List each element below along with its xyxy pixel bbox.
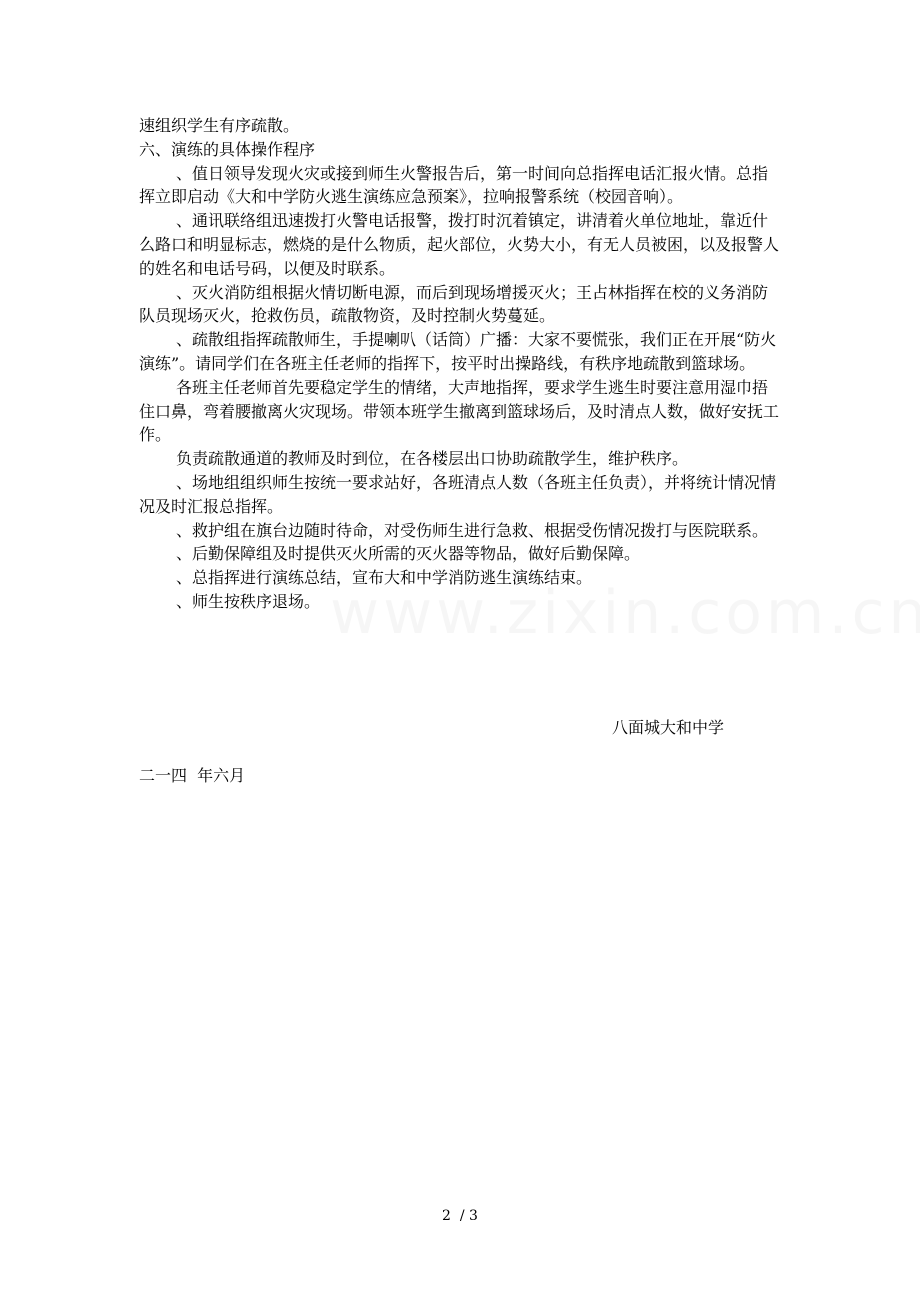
signature: 八面城大和中学 [612, 718, 725, 737]
document-date: 二一四 年六月 [139, 766, 246, 785]
paragraph-11: 、总指挥进行演练总结，宣布大和中学消防逃生演练结束。 [176, 568, 593, 588]
paragraph-9: 、救护组在旗台边随时待命，对受伤师生进行急救、根据受伤情况拨打与医院联系。 [176, 520, 769, 540]
page-number: 2 / 3 [442, 1208, 478, 1224]
paragraph-2: 、值日领导发现火灾或接到师生火警报告后，第一时间向总指挥电话汇报火情。总指挥立即启动《大和中学防火逃生演练应急预案》，拉响报警系统（校园音响）。 [139, 163, 769, 207]
paragraph-8: 、场地组组织师生按统一要求站好，各班清点人数（各班主任负责），并将统计情况情况及时汇报总指挥。 [139, 472, 777, 516]
section-heading: 六、演练的具体操作程序 [139, 139, 316, 159]
paragraph-12: 、师生按秩序退场。 [176, 591, 321, 611]
paragraph-0: 速组织学生有序疏散。 [139, 116, 300, 135]
paragraph-4: 、灭火消防组根据火情切断电源，而后到现场增援灭火；王占林指挥在校的义务消防队员现场灭火，抢救伤员，疏散物资，及时控制火势蔓延。 [139, 282, 769, 326]
paragraph-10: 、后勤保障组及时提供灭火所需的灭火器等物品，做好后勤保障。 [176, 544, 641, 564]
document-body [139, 114, 781, 614]
paragraph-7: 负责疏散通道的教师及时到位，在各楼层出口协助疏散学生，维护秩序。 [176, 449, 689, 469]
paragraph-5: 、疏散组指挥疏散师生，手提喇叭（话筒）广播：大家不要慌张，我们正在开展“防火演练”。请同学们在各班主任老师的指挥下，按平时出操路线，有秩序地疏散到篮球场。 [139, 330, 777, 373]
paragraph-6: 各班主任老师首先要稳定学生的情绪，大声地指挥，要求学生逃生时要注意用湿巾捂住口鼻，弯着腰撤离火灾现场。带领本班学生撤离到篮球场后，及时清点人数，做好安抚工作。 [139, 377, 780, 445]
paragraph-3: 、通讯联络组迅速拨打火警电话报警，拨打时沉着镇定，讲清着火单位地址，靠近什么路口和明显标志，燃烧的是什么物质，起火部位，火势大小，有无人员被困，以及报警人的姓名和电话号码，以便及时联系。 [139, 211, 780, 278]
